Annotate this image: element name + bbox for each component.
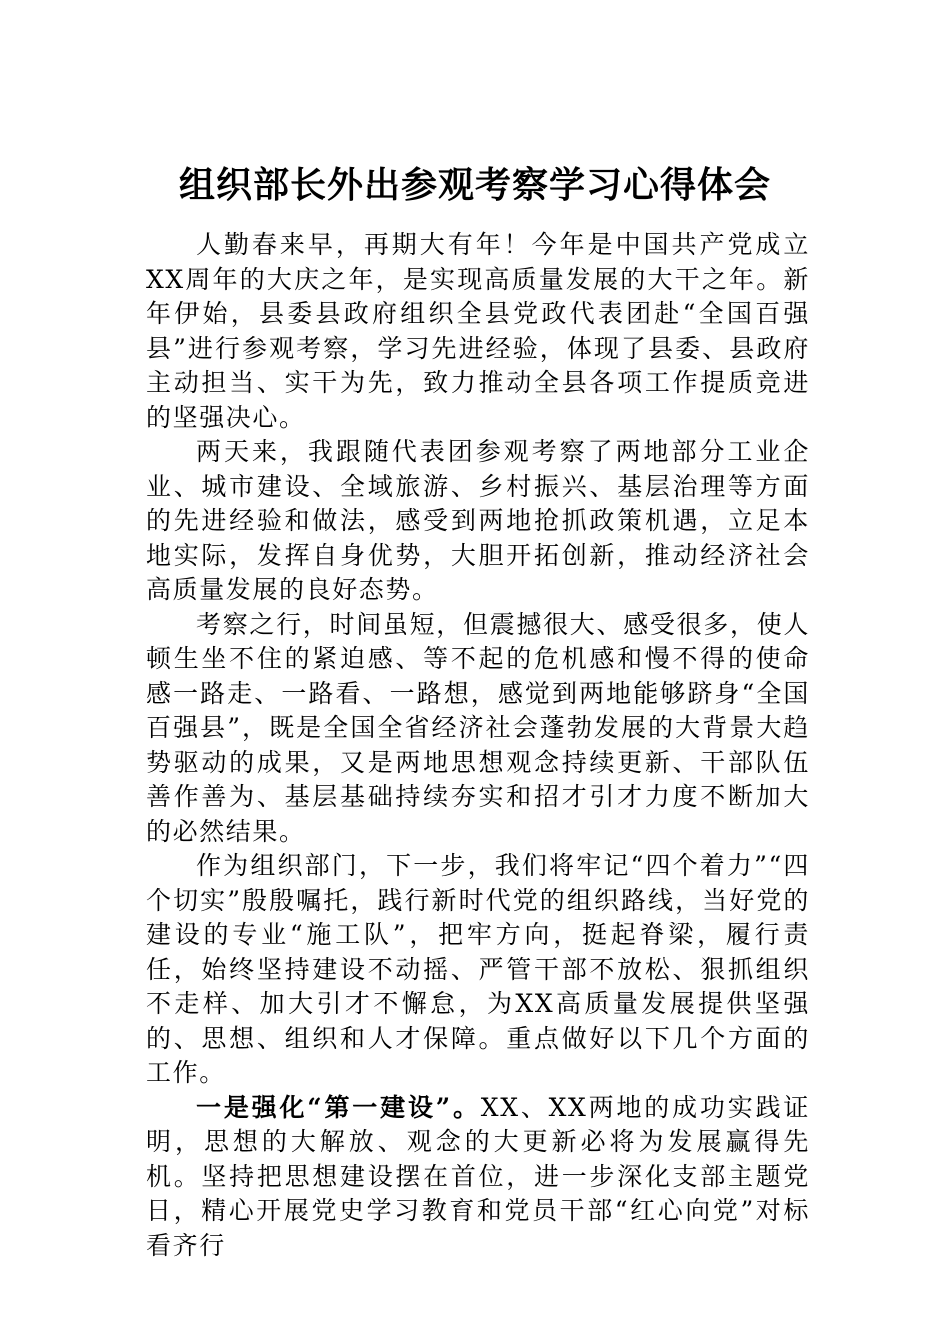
paragraph-4-text: 作为组织部门，下一步，我们将牢记“四个着力”“四个切实”殷殷嘱托，践行新时代党的组织路线，当好党的建设的专业“施工队”，把牢方向，挺起脊梁，履行责任，始终坚持建设不动摇、严管干部不放松、狠抓组织不走样、加大引才不懈怠，为XX高质量发展提供坚强的、思想、组织和人才保障。重点做好以下几个方面的工作。 — [146, 851, 810, 1087]
paragraph-1 — [146, 228, 810, 435]
paragraph-3 — [146, 608, 810, 850]
paragraph-1-text: 人勤春来早，再期大有年！今年是中国共产党成立XX周年的大庆之年，是实现高质量发展的大干之年。新年伊始，县委县政府组织全县党政代表团赴“全国百强县”进行参观考察，学习先进经验，体现了县委、县政府主动担当、实干为先，致力推动全县各项工作提质竞进的坚强决心。 — [146, 230, 810, 432]
paragraph-2-text: 两天来，我跟随代表团参观考察了两地部分工业企业、城市建设、全域旅游、乡村振兴、基层治理等方面的先进经验和做法，感受到两地抢抓政策机遇，立足本地实际，发挥自身优势，大胆开拓创新，推动经济社会高质量发展的良好态势。 — [146, 437, 810, 604]
paragraph-3-text: 考察之行，时间虽短，但震撼很大、感受很多，使人顿生坐不住的紧迫感、等不起的危机感和慢不得的使命感一路走、一路看、一路想，感觉到两地能够跻身“全国百强县”，既是全国全省经济社会蓬勃发展的大背景大趋势驱动的成果，又是两地思想观念持续更新、干部队伍善作善为、基层基础持续夯实和招才引才力度不断加大的必然结果。 — [146, 609, 810, 846]
paragraph-4 — [146, 849, 810, 1091]
paragraph-5 — [146, 1091, 810, 1264]
paragraph-5-lead: 一是强化“第一建设”。 — [196, 1092, 481, 1122]
document-title: 组织部长外出参观考察学习心得体会 — [178, 164, 771, 206]
paragraph-5-text: XX、XX两地的成功实践证明，思想的大解放、观念的大更新必将为发展赢得先机。坚持把思想建设摆在首位，进一步深化支部主题党日，精心开展党史学习教育和党员干部“红心向党”对标看齐行 — [146, 1092, 810, 1260]
paragraph-2 — [146, 435, 810, 608]
document-body — [146, 228, 810, 1263]
